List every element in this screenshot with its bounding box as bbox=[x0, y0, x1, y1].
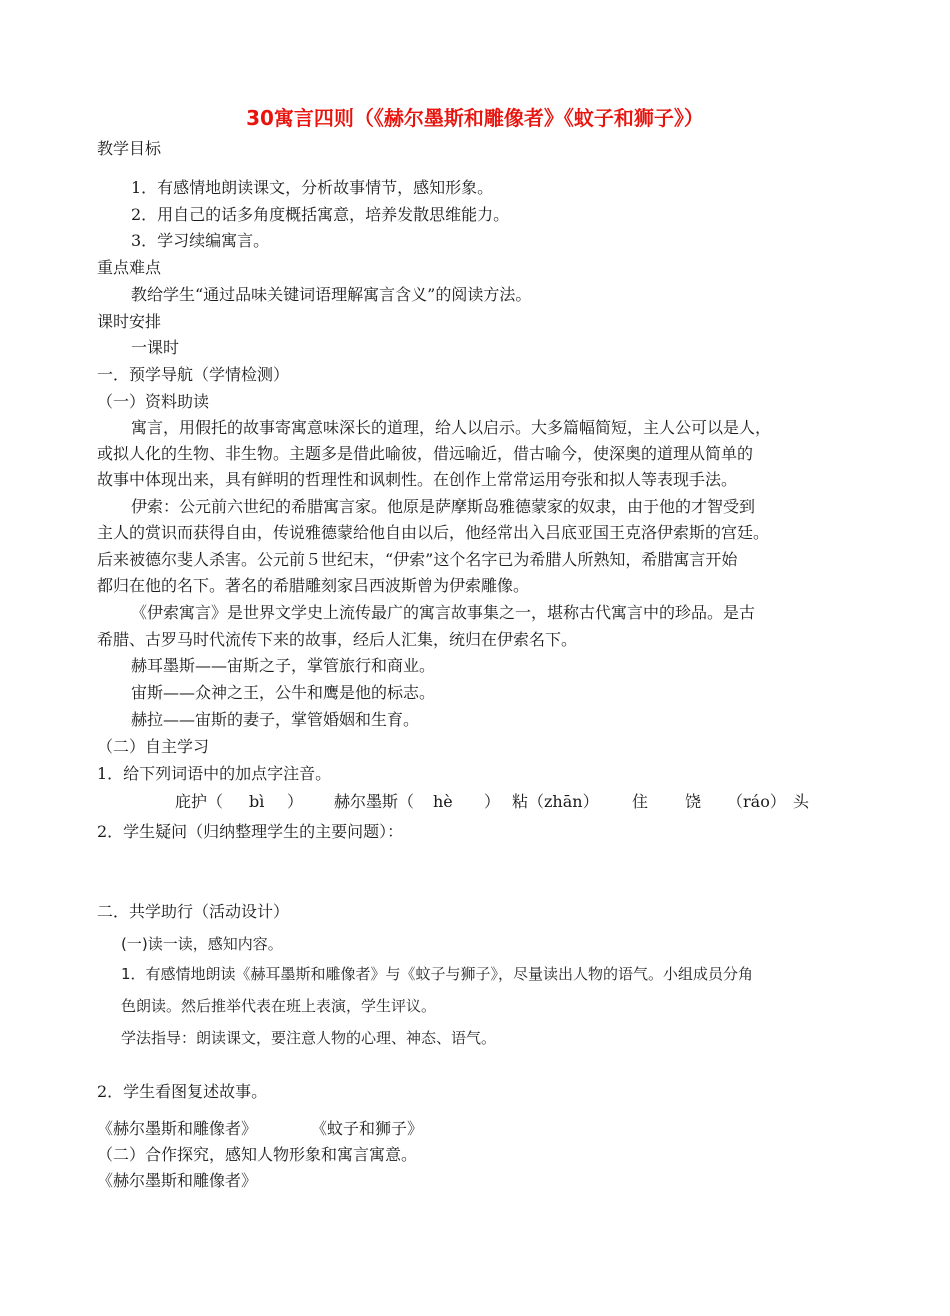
pinyin-word: 住 bbox=[632, 792, 649, 811]
key-points-text: 教给学生“通过品味关键词语理解寓言含义”的阅读方法。 bbox=[131, 285, 532, 304]
question-retell: 2．学生看图复述故事。 bbox=[97, 1082, 268, 1101]
para-fable-line-1: 寓言，用假托的故事寄寓意味深长的道理，给人以启示。大多篇幅简短，主人公可以是人， bbox=[131, 418, 772, 437]
heading-cooperative-inquiry: （二）合作探究，感知人物形象和寓言寓意。 bbox=[97, 1145, 418, 1164]
heading-goals: 教学目标 bbox=[97, 139, 162, 158]
story-title-mosquito: 《蚊子和狮子》 bbox=[311, 1119, 424, 1138]
method-guidance: 学法指导：朗读课文，要注意人物的心理、神态、语气。 bbox=[121, 1029, 497, 1047]
god-hera: 赫拉——宙斯的妻子，掌管婚姻和生育。 bbox=[131, 710, 420, 729]
para-fable-line-2: 或拟人化的生物、非生物。主题多是借此喻彼，借远喻近，借古喻今，使深奥的道理从简单的 bbox=[97, 444, 754, 463]
heading-part-1: 一．预学导航（学情检测） bbox=[97, 365, 290, 384]
read-task-line-1: 1．有感情地朗读《赫耳墨斯和雕像者》与《蚊子与狮子》，尽量读出人物的语气。小组成员分角 bbox=[121, 965, 754, 983]
question-1: 1．给下列词语中的加点字注音。 bbox=[97, 764, 332, 783]
pinyin-word: 头 bbox=[793, 792, 810, 811]
pinyin-word: 饶 bbox=[685, 792, 702, 811]
pinyin-word: ） bbox=[484, 792, 501, 811]
pinyin-word: hè bbox=[433, 792, 453, 811]
heading-self-study: （二）自主学习 bbox=[97, 737, 210, 756]
god-zeus: 宙斯——众神之王，公牛和鹰是他的标志。 bbox=[131, 683, 436, 702]
schedule-text: 一课时 bbox=[131, 338, 180, 357]
goal-2: 2．用自己的话多角度概括寓意，培养发散思维能力。 bbox=[131, 205, 510, 224]
pinyin-word: （ráo） bbox=[727, 792, 786, 811]
para-aesop-line-3: 后来被德尔斐人杀害。公元前５世纪末，“伊索”这个名字已为希腊人所熟知，希腊寓言开始 bbox=[97, 550, 738, 569]
heading-reading-aid: （一）资料助读 bbox=[97, 392, 210, 411]
para-aesop-line-4: 都归在他的名下。著名的希腊雕刻家吕西波斯曾为伊索雕像。 bbox=[97, 576, 530, 595]
story-title-hermes: 《赫尔墨斯和雕像者》 bbox=[97, 1119, 258, 1138]
para-aesop-line-2: 主人的赏识而获得自由，传说雅德蒙给他自由以后，他经常出入吕底亚国王克洛伊索斯的宫廷。 bbox=[97, 523, 770, 542]
para-book-line-2: 希腊、古罗马时代流传下来的故事，经后人汇集，统归在伊索名下。 bbox=[97, 630, 578, 649]
para-aesop-line-1: 伊索：公元前六世纪的希腊寓言家。他原是萨摩斯岛雅德蒙家的奴隶，由于他的才智受到 bbox=[131, 497, 756, 516]
pinyin-word: 粘（zhān） bbox=[512, 792, 599, 811]
para-book-line-1: 《伊索寓言》是世界文学史上流传最广的寓言故事集之一，堪称古代寓言中的珍品。是古 bbox=[131, 603, 756, 622]
pinyin-word: 赫尔墨斯（ bbox=[334, 792, 415, 811]
heading-read-aloud: (一)读一读，感知内容。 bbox=[121, 935, 283, 953]
goal-1: 1．有感情地朗读课文，分析故事情节，感知形象。 bbox=[131, 178, 494, 197]
god-hermes: 赫耳墨斯——宙斯之子，掌管旅行和商业。 bbox=[131, 656, 436, 675]
heading-part-2: 二．共学助行（活动设计） bbox=[97, 902, 290, 921]
pinyin-word: ） bbox=[287, 792, 304, 811]
page-title: 30寓言四则（《赫尔墨斯和雕像者》《蚊子和狮子》） bbox=[246, 106, 704, 130]
heading-schedule: 课时安排 bbox=[97, 312, 162, 331]
pinyin-word: bì bbox=[249, 792, 265, 811]
story-heading-hermes: 《赫尔墨斯和雕像者》 bbox=[97, 1171, 258, 1190]
pinyin-word: 庇护（ bbox=[175, 792, 224, 811]
goal-3: 3．学习续编寓言。 bbox=[131, 231, 270, 250]
question-2: 2．学生疑问（归纳整理学生的主要问题）： bbox=[97, 822, 404, 841]
heading-key-points: 重点难点 bbox=[97, 258, 162, 277]
para-fable-line-3: 故事中体现出来，具有鲜明的哲理性和讽刺性。在创作上常常运用夸张和拟人等表现手法。 bbox=[97, 470, 738, 489]
read-task-line-2: 色朗读。然后推举代表在班上表演，学生评议。 bbox=[121, 997, 437, 1015]
